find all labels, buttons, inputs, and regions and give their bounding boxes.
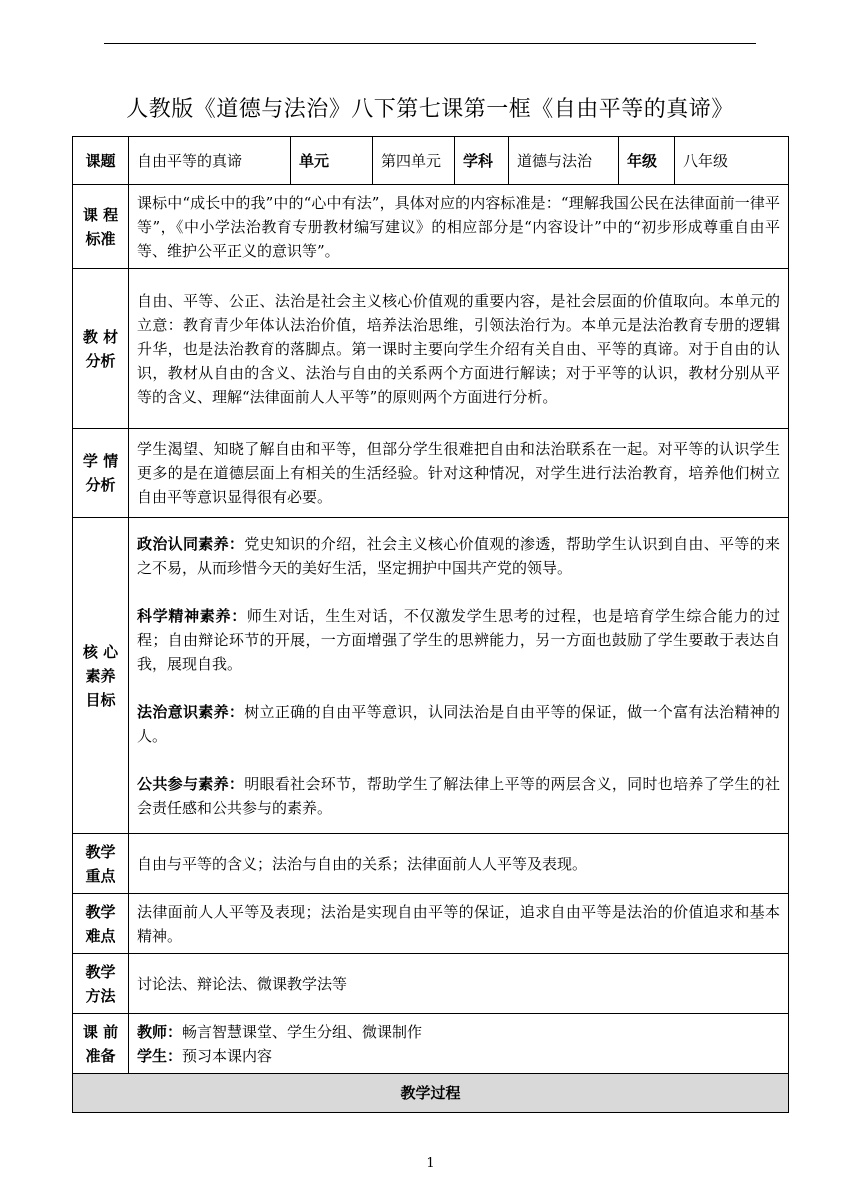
competency-item-title: 公共参与素养： (137, 774, 245, 793)
competency-label-line3: 目标 (85, 690, 116, 709)
competency-item-political (137, 532, 780, 580)
page-number: 1 (426, 1156, 435, 1171)
students-label-line1: 学 情 (82, 452, 119, 470)
competency-item-text: 党史知识的介绍，社会主义核心价值观的渗透，帮助学生认识到自由、平等的来之不易，从而珍惜今天的美好生活，坚定拥护中国共产党的领导。 (137, 534, 780, 577)
standard-label-line2: 标准 (85, 229, 116, 248)
methods-text: 讨论法、辩论法、微课教学法等 (129, 954, 789, 1014)
competency-item-title: 政治认同素养： (137, 534, 245, 553)
teacher-title: 教师： (137, 1022, 183, 1041)
competency-item-text: 明眼看社会环节，帮助学生了解法律上平等的两层含义，同时也培养了学生的社会责任感和公共参与的素养。 (137, 774, 780, 817)
competency-row (73, 518, 789, 834)
lesson-plan-table (72, 136, 789, 1113)
competency-item-text: 师生对话，生生对话，不仅激发学生思考的过程，也是培育学生综合能力的过程；自由辩论环节的开展，一方面增强了学生的思辨能力，另一方面也鼓励了学生要敢于表达自我，展现自我。 (137, 606, 780, 673)
students-text: 学生渴望、知晓了解自由和平等，但部分学生很难把自由和法治联系在一起。对平等的认识学生更多的是在道德层面上有相关的生活经验。针对这种情况，对学生进行法治教育，培养他们树立自由平等意识显得很有必要。 (129, 429, 789, 518)
unit-value: 第四单元 (373, 137, 455, 185)
subject-label: 学科 (455, 137, 509, 185)
process-header-row (73, 1074, 789, 1113)
standard-label-line1: 课 程 (82, 205, 119, 224)
difficulties-label (73, 894, 129, 954)
textbook-label-line1: 教 材 (82, 327, 119, 346)
key-points-row (73, 834, 789, 894)
methods-label-line1: 教学 (85, 962, 116, 981)
preparation-label-line2: 准备 (85, 1046, 116, 1065)
process-header: 教学过程 (73, 1074, 789, 1113)
competency-item-text: 树立正确的自由平等意识，认同法治是自由平等的保证，做一个富有法治精神的人。 (137, 702, 780, 745)
difficulties-label-line1: 教学 (85, 902, 116, 921)
student-title: 学生： (137, 1046, 183, 1065)
key-points-label (73, 834, 129, 894)
textbook-label (73, 269, 129, 429)
competency-content (129, 518, 789, 834)
standard-label (73, 185, 129, 269)
key-points-label-line1: 教学 (85, 842, 116, 861)
methods-label-line2: 方法 (85, 986, 116, 1005)
student-text: 预习本课内容 (182, 1046, 273, 1065)
preparation-row (73, 1014, 789, 1074)
subject-value: 道德与法治 (509, 137, 619, 185)
key-points-label-line2: 重点 (85, 866, 116, 885)
preparation-content (129, 1014, 789, 1074)
difficulties-row (73, 894, 789, 954)
grade-label: 年级 (619, 137, 675, 185)
standard-row (73, 185, 789, 269)
textbook-row (73, 269, 789, 429)
competency-item-title: 科学精神素养： (137, 606, 247, 625)
students-label (73, 429, 129, 518)
header-rule (104, 43, 756, 44)
textbook-text: 自由、平等、公正、法治是社会主义核心价值观的重要内容，是社会层面的价值取向。本单元的立意：教育青少年体认法治价值，培养法治思维，引领法治行为。本单元是法治教育专册的逻辑升华，也是法治教育的落脚点。第一课时主要向学生介绍有关自由、平等的真谛。对于自由的认识，教材从自由的含义、法治与自由的关系两个方面进行解读；对于平等的认识，教材分别从平等的含义、理解“法律面前人人平等”的原则两个方面进行分析。 (129, 269, 789, 429)
standard-text: 课标中“成长中的我”中的“心中有法”，具体对应的内容标准是：“理解我国公民在法律面前一律平等”，《中小学法治教育专册教材编写建议》的相应部分是“内容设计”中的“初步形成尊重自由平等、维护公平正义的意识等”。 (129, 185, 789, 269)
document-title: 人教版《道德与法治》八下第七课第一框《自由平等的真谛》 (126, 97, 734, 122)
competency-label-line1: 核 心 (82, 642, 119, 661)
methods-label (73, 954, 129, 1014)
key-points-text: 自由与平等的含义；法治与自由的关系；法律面前人人平等及表现。 (129, 834, 789, 894)
teacher-text: 畅言智慧课堂、学生分组、微课制作 (182, 1022, 423, 1041)
difficulties-text: 法律面前人人平等及表现；法治是实现自由平等的保证，追求自由平等是法治的价值追求和基本精神。 (129, 894, 789, 954)
preparation-label-line1: 课 前 (82, 1022, 119, 1041)
info-row (73, 137, 789, 185)
competency-item-public (137, 772, 780, 820)
students-row (73, 429, 789, 518)
preparation-student (137, 1044, 780, 1068)
unit-label: 单元 (291, 137, 373, 185)
topic-value: 自由平等的真谛 (129, 137, 291, 185)
difficulties-label-line2: 难点 (85, 926, 116, 945)
competency-item-science (137, 604, 780, 676)
students-label-line2: 分析 (85, 476, 116, 494)
textbook-label-line2: 分析 (85, 351, 116, 370)
competency-label (73, 518, 129, 834)
competency-item-law (137, 700, 780, 748)
topic-label: 课题 (73, 137, 129, 185)
preparation-teacher (137, 1020, 780, 1044)
grade-value: 八年级 (675, 137, 789, 185)
competency-item-title: 法治意识素养： (137, 702, 245, 721)
methods-row (73, 954, 789, 1014)
preparation-label (73, 1014, 129, 1074)
competency-label-line2: 素养 (85, 666, 116, 685)
